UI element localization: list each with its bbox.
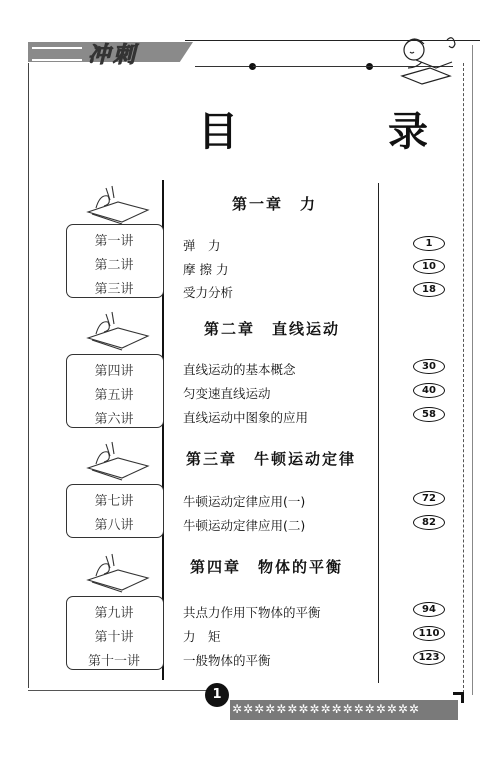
header-stripes	[32, 47, 82, 61]
lecture-label: 第十讲	[94, 630, 134, 645]
toc-right-bar	[378, 183, 379, 683]
toc-item[interactable]: 一般物体的平衡	[183, 653, 271, 668]
reading-child-icon	[392, 32, 462, 92]
lecture-label: 第一讲	[94, 234, 134, 249]
corner-mark	[453, 692, 464, 703]
chapter-heading: 第三章 牛顿运动定律	[186, 450, 357, 468]
toc-item[interactable]: 牛顿运动定律应用(一)	[183, 494, 306, 509]
book-icon	[82, 182, 154, 226]
lecture-label: 第二讲	[94, 258, 134, 273]
lecture-label: 第六讲	[94, 412, 134, 427]
toc-item[interactable]: 共点力作用下物体的平衡	[183, 605, 321, 620]
page-number-badge: 30	[413, 359, 445, 374]
footer-stars: ✲✲✲✲✲✲✲✲✲✲✲✲✲✲✲✲✲	[232, 702, 420, 716]
right-frame-dash	[463, 63, 464, 703]
lecture-label: 第三讲	[94, 282, 134, 297]
book-icon	[82, 550, 154, 594]
page-number-badge: 40	[413, 383, 445, 398]
book-icon	[82, 438, 154, 482]
lecture-label: 第五讲	[94, 388, 134, 403]
toc-item[interactable]: 摩 擦 力	[183, 262, 229, 277]
toc-item[interactable]: 匀变速直线运动	[183, 386, 271, 401]
page-number-badge: 110	[413, 626, 445, 641]
lecture-label: 第九讲	[94, 606, 134, 621]
lecture-label: 第四讲	[94, 364, 134, 379]
lecture-label: 第七讲	[94, 494, 134, 509]
toc-item[interactable]: 受力分析	[183, 285, 234, 300]
header-title: 冲刺	[88, 42, 139, 68]
page-number-badge: 10	[413, 259, 445, 274]
chapter-heading: 第四章 物体的平衡	[190, 558, 344, 576]
toc-item[interactable]: 弹 力	[183, 238, 221, 253]
page-number-badge: 94	[413, 602, 445, 617]
left-frame-rule	[28, 63, 29, 688]
page-number: 1	[205, 683, 229, 707]
lecture-label: 第八讲	[94, 518, 134, 533]
footer-rule	[28, 690, 228, 691]
chapter-heading: 第一章 力	[232, 195, 318, 213]
page-title: 目 录	[198, 108, 483, 155]
page-number-badge: 58	[413, 407, 445, 422]
toc-item[interactable]: 牛顿运动定律应用(二)	[183, 518, 306, 533]
page-number-badge: 72	[413, 491, 445, 506]
lecture-label: 第十一讲	[87, 654, 140, 669]
page-number-badge: 1	[413, 236, 445, 251]
chapter-heading: 第二章 直线运动	[204, 320, 341, 338]
book-icon	[82, 308, 154, 352]
toc-item[interactable]: 力 矩	[183, 629, 221, 644]
page-number-badge: 82	[413, 515, 445, 530]
toc-item[interactable]: 直线运动中图象的应用	[183, 410, 309, 425]
toc-item[interactable]: 直线运动的基本概念	[183, 362, 296, 377]
page-number-badge: 123	[413, 650, 445, 665]
page-number-badge: 18	[413, 282, 445, 297]
